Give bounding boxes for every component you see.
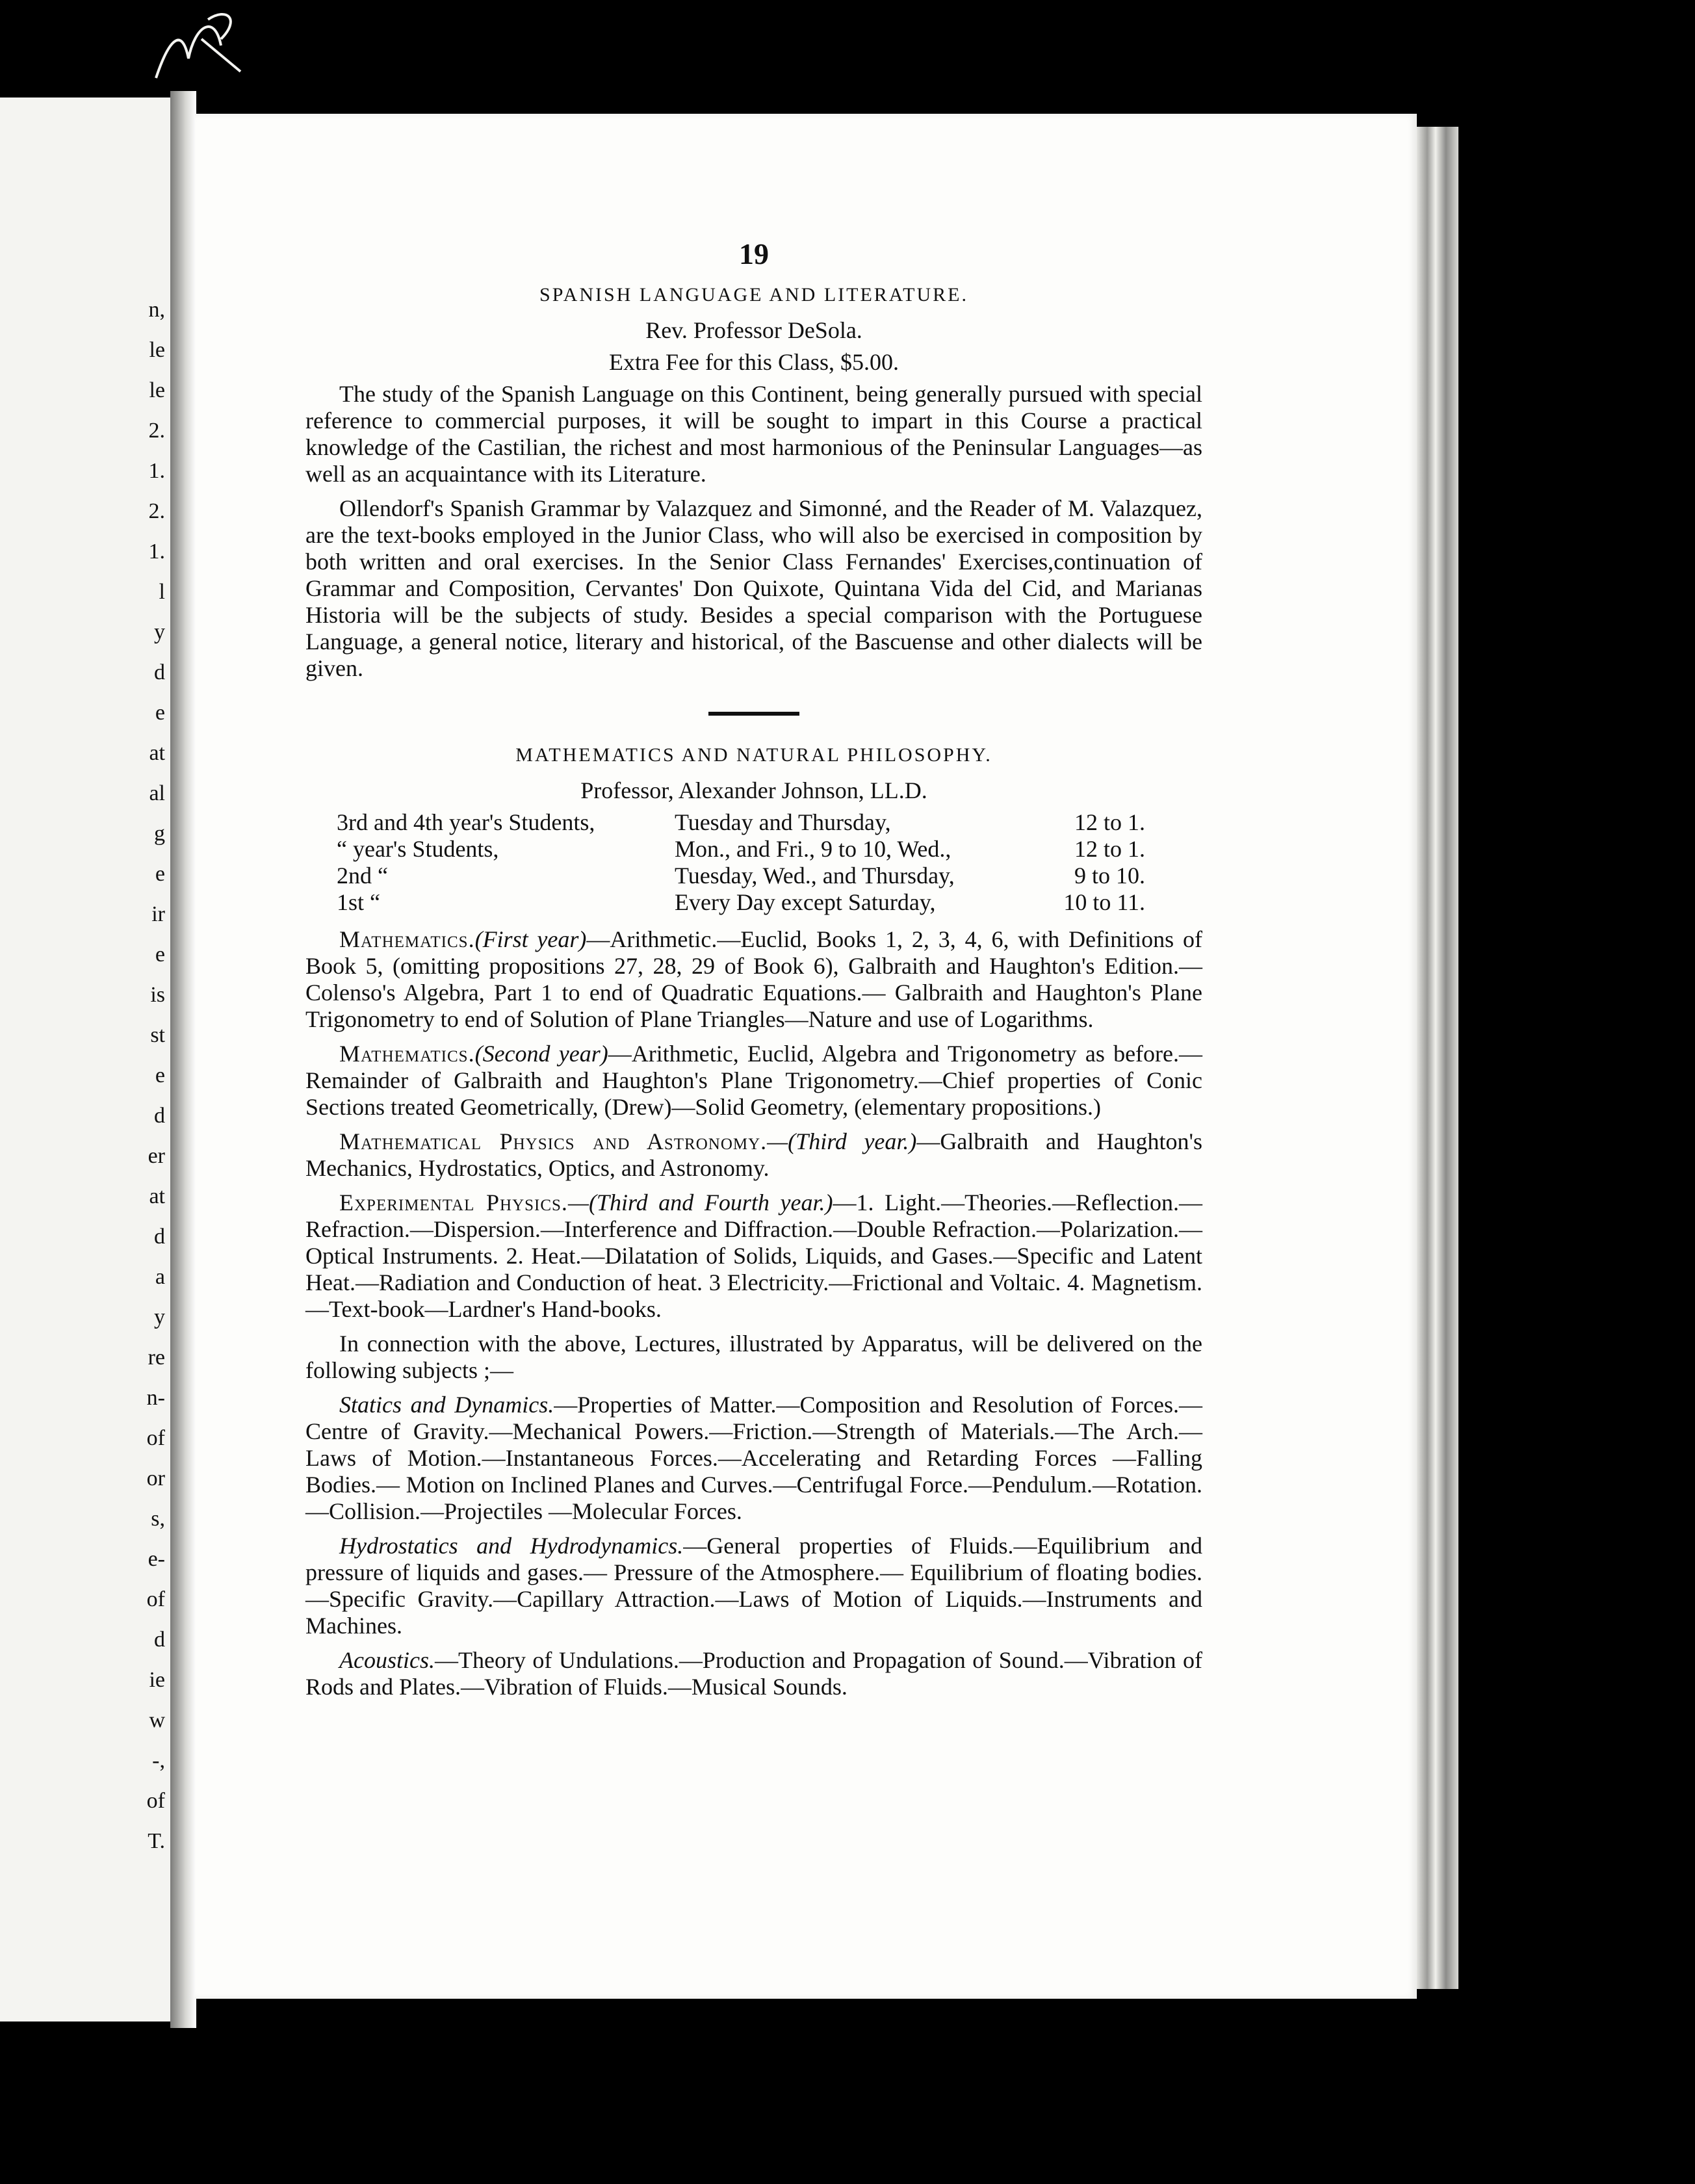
spanish-section — [305, 281, 1202, 682]
paragraph-italic: Hydrostatics and Hydrodynamics. — [339, 1533, 684, 1559]
mathematics-section — [305, 742, 1202, 1700]
pencil-mark-icon — [143, 0, 253, 98]
left-page-fragment: a — [155, 1265, 165, 1289]
paragraph-text: —Theory of Undulations.—Production and Propagation of Sound.—Vibration of Rods and Plates.—Vibration of Fluids.—Musical Sounds. — [305, 1647, 1202, 1700]
left-page-fragment: e — [155, 942, 165, 967]
schedule-year: 3rd and 4th year's Students, — [337, 809, 595, 835]
paragraph-italic: —(Third and Fourth year.) — [567, 1190, 833, 1216]
paragraph-text: —General properties of Fluids.—Equilibrium and pressure of liquids and gases.— Pressure of the Atmosphere.— Equilibrium of floating bodies.—Specific Gravity.—Capillary Attraction.—Laws of Motion of Liquids.—Instruments and Machines. — [305, 1533, 1202, 1639]
paragraph-italic: (First year) — [474, 926, 587, 952]
paragraph-italic: —(Third year.) — [767, 1128, 917, 1154]
left-page-fragment: T. — [148, 1829, 165, 1853]
mathematics-paragraph — [305, 1392, 1202, 1525]
left-page-fragment: at — [149, 741, 165, 765]
section-divider — [708, 712, 799, 716]
left-page-fragment: e- — [148, 1547, 165, 1571]
schedule-year: “ year's Students, — [337, 836, 499, 862]
left-page-fragment: s, — [151, 1507, 165, 1531]
paragraph-lead: Experimental Physics. — [339, 1190, 568, 1216]
schedule-year: 2nd “ — [337, 863, 388, 889]
page-content — [305, 237, 1203, 1708]
class-schedule — [331, 809, 1150, 916]
left-page-fragment: y — [154, 620, 165, 644]
schedule-row — [331, 836, 1150, 863]
left-page-fragment: d — [154, 1104, 165, 1128]
paragraph-text: —Arithmetic, Euclid, Algebra and Trigonometry as before.—Remainder of Galbraith and Haughton's Plane Trigonometry.—Chief properties of Conic Sections treated Geometrically, (Drew)—Solid Geometry, (elementary propositions.) — [305, 1041, 1203, 1120]
left-page-edge — [0, 98, 170, 2022]
schedule-row — [331, 809, 1150, 836]
left-page-fragment: or — [146, 1466, 165, 1490]
left-page-fragment: le — [149, 378, 165, 402]
section-title-mathematics: MATHEMATICS AND NATURAL PHILOSOPHY. — [515, 744, 992, 766]
spanish-professor: Rev. Professor DeSola. — [645, 317, 862, 343]
schedule-time: 12 to 1. — [1074, 809, 1145, 835]
paragraph-text: —Properties of Matter.—Composition and Resolution of Forces.—Centre of Gravity.—Mechanical Powers.—Friction.—Strength of Materials.—The Arch.—Laws of Motion.—Instantaneous Forces.—Accelerating and Retarding Forces —Falling Bodies.— Motion on Inclined Planes and Curves.—Centrifugal Force.—Pendulum.—Rotation.—Collision.—Projectiles —Molecular Forces. — [305, 1392, 1202, 1524]
left-page-fragment: w — [149, 1708, 165, 1732]
schedule-days: Mon., and Fri., 9 to 10, Wed., — [674, 836, 951, 862]
paragraph-text: In connection with the above, Lectures, illustrated by Apparatus, will be delivered on the following subjects ;— — [305, 1331, 1202, 1383]
left-page-fragment: y — [154, 1305, 165, 1329]
mathematics-paragraph — [305, 1331, 1202, 1384]
left-page-fragment: 2. — [148, 499, 165, 523]
paragraph-text: —1. Light.—Theories.—Reflection.—Refraction.—Dispersion.—Interference and Diffraction.—Double Refraction.—Polarization.—Optical Instruments. 2. Heat.—Dilatation of Solids, Liquids, and Gases.—Specific and Latent Heat.—Radiation and Conduction of heat. 3 Electricity.—Frictional and Voltaic. 4. Magnetism.—Text-book—Lardner's Hand-books. — [305, 1190, 1202, 1322]
left-page-fragment: d — [154, 1628, 165, 1652]
mathematics-paragraph — [305, 926, 1202, 1033]
section-title-spanish: SPANISH LANGUAGE AND LITERATURE. — [539, 284, 968, 306]
paragraph-italic: (Second year) — [474, 1041, 608, 1067]
spanish-paragraph: Ollendorf's Spanish Grammar by Valazquez and Simonné, and the Reader of M. Valazquez, are the text-books employed in the Junior Class, who will also be exercised in composition by both written and oral exercises. In the Senior Class Fernandes' Exercises,continuation of Grammar and Composition, Cervantes' Don Quixote, Quintana Vida del Cid, and Marianas Historia will be the subjects of study. Besides a special comparison with the Portuguese Language, a general notice, literary and historical, of the Bascuense and other dialects will be given. — [305, 495, 1202, 681]
left-page-fragment: e — [155, 701, 165, 725]
schedule-row — [331, 863, 1150, 889]
left-page-fragment: d — [154, 1225, 165, 1249]
paragraph-text: —Arithmetic.—Euclid, Books 1, 2, 3, 4, 6, with Definitions of Book 5, (omitting propositions 27, 28, 29 of Book 6), Galbraith and Haughton's Edition.—Colenso's Algebra, Part 1 to end of Quadratic Equations.— Galbraith and Haughton's Plane Trigonometry to end of Solution of Plane Triangles—Nature and use of Logarithms. — [305, 926, 1202, 1032]
left-page-fragment: e — [155, 1063, 165, 1087]
schedule-year: 1st “ — [337, 889, 380, 915]
mathematics-professor: Professor, Alexander Johnson, LL.D. — [580, 777, 927, 803]
left-page-fragment: of — [146, 1426, 165, 1450]
left-page-fragment: of — [146, 1587, 165, 1611]
schedule-time: 12 to 1. — [1074, 836, 1145, 862]
paragraph-lead: Mathematics. — [339, 926, 475, 952]
page-number: 19 — [739, 237, 769, 270]
left-page-fragment: 2. — [148, 419, 165, 443]
book-spine-shadow — [170, 91, 196, 2028]
paragraph-italic: Acoustics. — [339, 1647, 435, 1673]
left-page-fragment: 1. — [148, 459, 165, 483]
left-page-fragment: n, — [148, 298, 165, 322]
left-page-fragment: of — [146, 1789, 165, 1813]
mathematics-paragraph — [305, 1041, 1202, 1121]
schedule-row — [331, 889, 1150, 916]
paragraph-text: —Galbraith and Haughton's Mechanics, Hydrostatics, Optics, and Astronomy. — [305, 1128, 1202, 1181]
mathematics-paragraph — [305, 1190, 1202, 1323]
mathematics-paragraph — [305, 1128, 1202, 1182]
left-page-fragment: er — [148, 1144, 165, 1168]
paragraph-italic: Statics and Dynamics. — [339, 1392, 554, 1418]
left-page-fragment: n- — [146, 1386, 165, 1410]
left-page-fragment: is — [150, 983, 165, 1007]
spanish-paragraph: The study of the Spanish Language on this Continent, being generally pursued with special reference to commercial purposes, it will be sought to impart in this Course a practical knowledge of the Castilian, the richest and most harmonious of the Peninsular Languages—as well as an acquaintance with its Literature. — [305, 381, 1202, 487]
left-page-fragment: -, — [152, 1748, 165, 1773]
schedule-days: Every Day except Saturday, — [674, 889, 936, 915]
left-page-fragment: re — [148, 1346, 165, 1370]
mathematics-paragraphs — [305, 926, 1202, 1700]
left-page-fragment: g — [154, 822, 165, 846]
left-page-fragment: 1. — [148, 540, 165, 564]
spanish-fee: Extra Fee for this Class, $5.00. — [609, 349, 899, 375]
paragraph-lead: Mathematical Physics and Astronomy. — [339, 1128, 768, 1154]
left-page-fragment: e — [155, 862, 165, 886]
paragraph-lead: Mathematics. — [339, 1041, 475, 1067]
schedule-time: 9 to 10. — [1074, 863, 1145, 889]
mathematics-paragraph — [305, 1647, 1202, 1700]
schedule-time: 10 to 11. — [1063, 889, 1145, 915]
left-page-fragment: ir — [151, 902, 165, 926]
left-page-fragment: ie — [149, 1668, 165, 1692]
schedule-days: Tuesday and Thursday, — [674, 809, 891, 835]
page-edge-stack — [1417, 127, 1458, 1989]
left-page-fragment: al — [149, 781, 165, 805]
schedule-days: Tuesday, Wed., and Thursday, — [674, 863, 955, 889]
left-page-fragment: l — [159, 580, 165, 604]
mathematics-paragraph — [305, 1533, 1202, 1639]
left-page-fragment: le — [149, 338, 165, 362]
left-page-fragment: at — [149, 1184, 165, 1208]
left-page-fragment: d — [154, 660, 165, 684]
left-page-fragment: st — [150, 1023, 165, 1047]
